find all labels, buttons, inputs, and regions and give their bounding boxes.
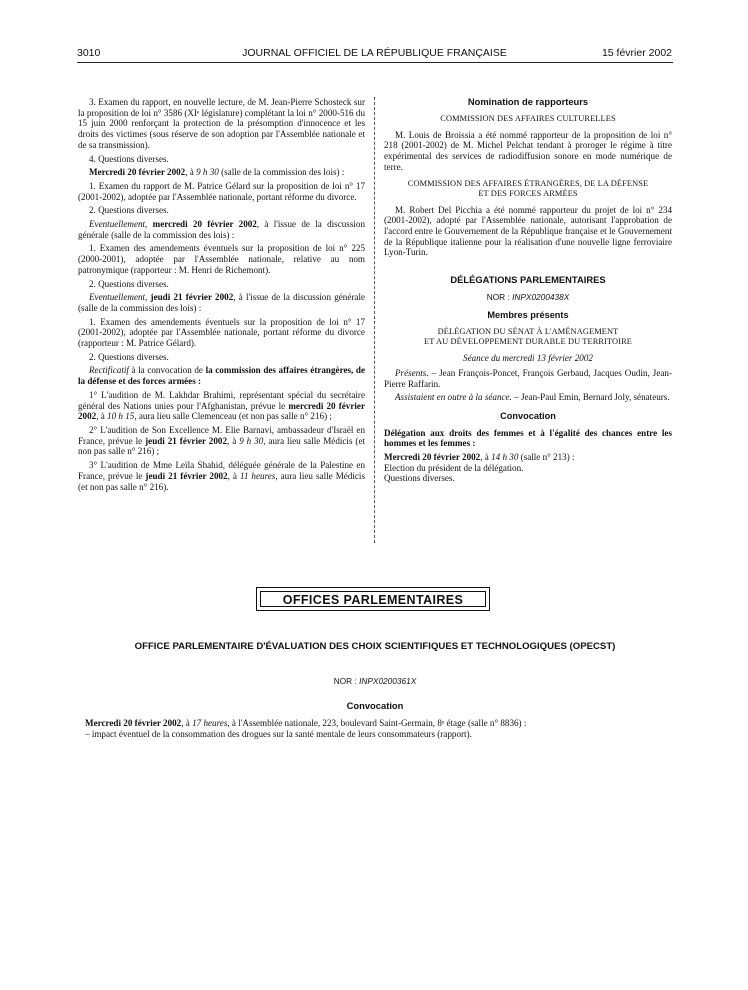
agenda-item: 4. Questions diverses. [89, 153, 169, 164]
audition-item: 3° L'audition de Mme Leïla Shahid, déléguée générale de la Palestine en France, prévue le jeudi 21 février 2002, à 11 heures, aura lieu salle Médicis (et non pas salle n° 216). [78, 460, 365, 492]
office-convocation-line: Mercredi 20 février 2002, à 17 heures, à l'Assemblée nationale, 223, boulevard Saint-Germain, 8ᵉ étage (salle n° 8836) : [85, 718, 527, 728]
convocation-delegation: Délégation aux droits des femmes et à l'égalité des chances entre les hommes et les femmes : [384, 427, 672, 449]
header-rule [77, 62, 673, 63]
office-convocation-heading: Convocation [346, 700, 404, 711]
rectificatif-line: Rectificatif à la convocation de la commission des affaires étrangères, de la défense et des forces armées : [78, 365, 365, 387]
offices-section-box [256, 587, 490, 611]
session-line: Mercredi 20 février 2002, à 9 h 30 (salle de la commission des lois) : [89, 167, 345, 178]
audition-item: 1° L'audition de M. Lakhdar Brahimi, représentant spécial du secrétaire général des Nations unies pour l'Afghanistan, prévue le mercredi 20 février 2002, à 10 h 15, aura lieu salle Clemenceau (et non pas salle n° 216) ; [78, 389, 365, 422]
agenda-item: 3. Examen du rapport, en nouvelle lecture, de M. Jean-Pierre Schosteck sur la proposition de loi n° 3586 (XIᵉ législature) complétant la loi n° 2000-516 du 15 juin 2000 renforçant la protection de la présomption d'innocence et les droits des victimes (sous réserve de son adoption par l'Assemblée nationale et de sa transmission). [78, 97, 365, 150]
attendees: Assistaient en outre à la séance. – Jean-Paul Emin, Bernard Joly, sénateurs. [395, 392, 670, 403]
office-agenda-item: – impact éventuel de la consommation des drogues sur la santé mentale de leurs consommateurs (rapport). [85, 729, 472, 739]
nor-reference: NOR : INPX0200438X [486, 291, 570, 302]
nomination-text: M. Louis de Broissia a été nommé rapporteur de la proposition de loi n° 218 (2001-2002) de M. Michel Pelchat tendant à proroger le régime à titre expérimental des services de radiodiffusion sonore en mode numérique de terre. [384, 129, 672, 172]
commission-name: COMMISSION DES AFFAIRES ÉTRANGÈRES, DE LA DÉFENSE ET DES FORCES ARMÉES [407, 178, 649, 198]
agenda-item: 2. Questions diverses. [89, 205, 169, 216]
convocation-heading: Convocation [500, 410, 556, 421]
agenda-item: 2. Questions diverses. [89, 278, 169, 289]
running-header [77, 47, 672, 61]
office-convocation-body [85, 718, 675, 740]
membres-heading: Membres présents [487, 310, 569, 321]
audition-item: 2° L'audition de Son Excellence M. Elie Barnavi, ambassadeur d'Israël en France, prévue le jeudi 21 février 2002, à 9 h 30, aura lieu salle Médicis (et non pas salle n° 216) ; [78, 424, 366, 457]
session-line: Eventuellement, jeudi 21 février 2002, à l'issue de la discussion générale (salle de la commission des lois) : [78, 292, 366, 313]
present-members: Présents. – Jean François-Poncet, François Gerbaud, Jacques Oudin, Jean-Pierre Raffarin. [384, 367, 672, 389]
journal-title: JOURNAL OFFICIEL DE LA RÉPUBLIQUE FRANÇAISE [242, 47, 507, 59]
left-column [78, 97, 365, 495]
offices-section-title: OFFICES PARLEMENTAIRES [260, 591, 486, 607]
seance-date: Séance du mercredi 13 février 2002 [463, 353, 593, 364]
nomination-text: M. Robert Del Picchia a été nommé rapporteur du projet de loi n° 234 (2001-2002), adopté par l'Assemblée nationale, autorisant l'approbation de l'accord entre le Gouvernement de la République française et le Gouvernement de la République italienne pour la réalisation d'une nouvelle ligne ferroviaire Lyon-Turin. [384, 204, 672, 258]
commission-name: COMMISSION DES AFFAIRES CULTURELLES [440, 113, 616, 123]
session-line: Eventuellement, mercredi 20 février 2002, à l'issue de la discussion générale (salle de la commission des lois) : [78, 219, 365, 240]
page-number: 3010 [77, 47, 101, 59]
issue-date: 15 février 2002 [601, 47, 672, 59]
agenda-item: 1. Examen du rapport de M. Patrice Gélard sur la proposition de loi n° 17 (2001-2002), adoptée par l'Assemblée nationale, portant réforme du divorce. [78, 180, 365, 202]
convocation-item: Questions diverses. [384, 473, 455, 484]
nomination-heading: Nomination de rapporteurs [467, 96, 589, 107]
delegations-heading: DÉLÉGATIONS PARLEMENTAIRES [450, 274, 606, 286]
convocation-date: Mercredi 20 février 2002, à 14 h 30 (salle n° 213) : [384, 452, 575, 463]
delegation-name: DÉLÉGATION DU SÉNAT À L'AMÉNAGEMENT ET AU DÉVELOPPEMENT DURABLE DU TERRITOIRE [424, 327, 632, 347]
office-nor-reference: NOR : INPX0200361X [333, 676, 417, 686]
convocation-item: Election du président de la délégation. [384, 462, 524, 473]
agenda-item: 1. Examen des amendements éventuels sur la proposition de loi n° 225 (2000-2001), adoptée par l'Assemblée nationale, relative au nom patronymique (rapporteur : M. Henri de Richemont). [78, 243, 365, 275]
right-column [384, 97, 672, 484]
office-title: OFFICE PARLEMENTAIRE D'ÉVALUATION DES CHOIX SCIENTIFIQUES ET TECHNOLOGIQUES (OPECST) [134, 641, 616, 652]
column-divider [374, 97, 375, 543]
agenda-item: 2. Questions diverses. [89, 351, 169, 362]
agenda-item: 1. Examen des amendements éventuels sur la proposition de loi n° 17 (2001-2002), adoptée par l'Assemblée nationale, portant réforme du divorce (rapporteur : M. Patrice Gélard). [78, 316, 365, 349]
